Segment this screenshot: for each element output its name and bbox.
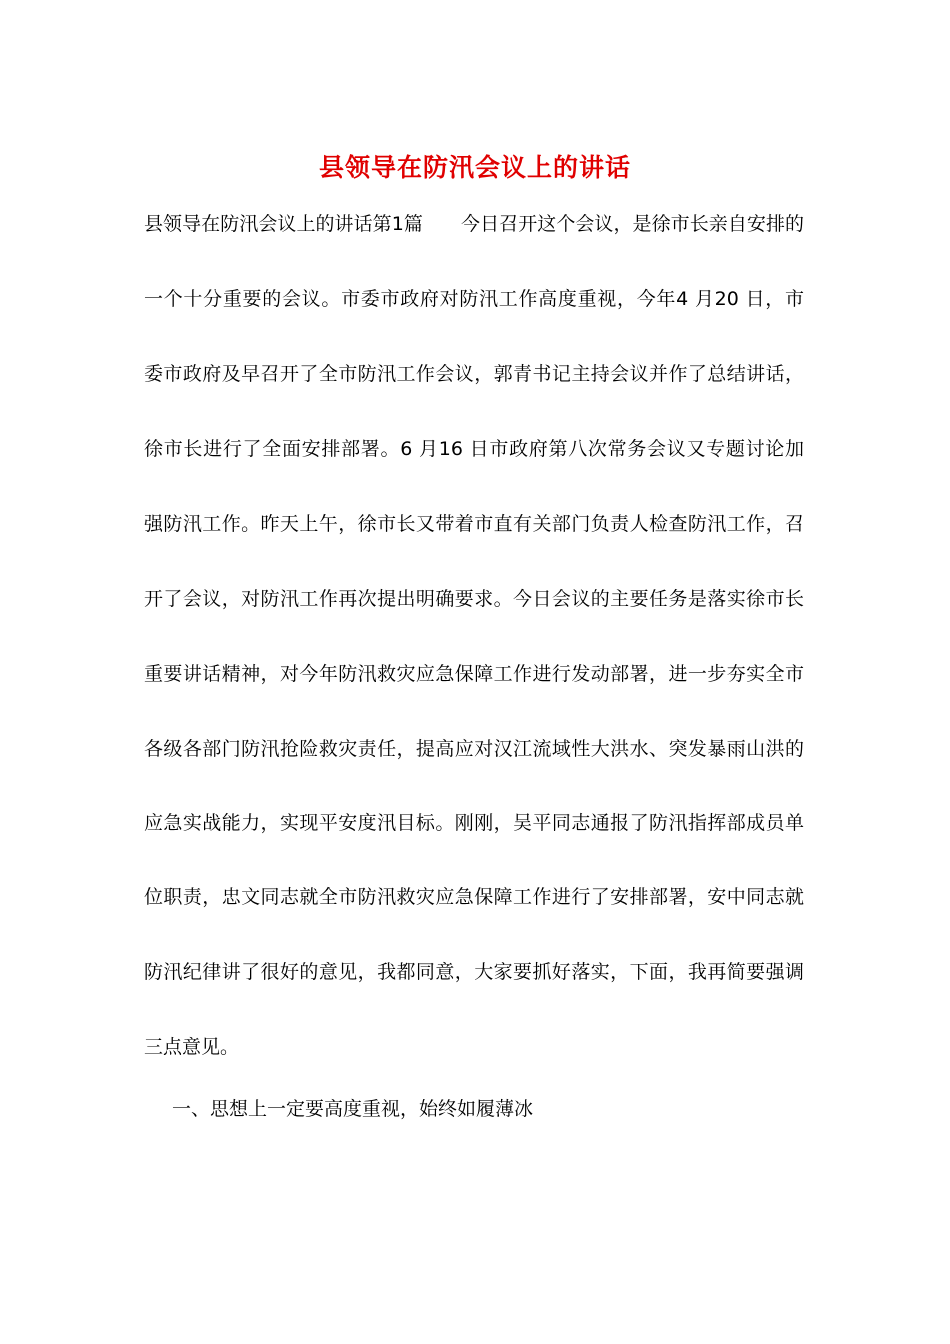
body-line: 防汛纪律讲了很好的意见，我都同意，大家要抓好落实，下面，我再简要强调 (144, 961, 804, 983)
body-line: 强防汛工作。昨天上午，徐市长又带着市直有关部门负责人检查防汛工作，召 (144, 513, 804, 535)
body-line: 应急实战能力，实现平安度汛目标。刚刚，吴平同志通报了防汛指挥部成员单 (144, 812, 804, 834)
document-title: 县领导在防汛会议上的讲话 (318, 153, 631, 182)
body-line: 县领导在防汛会议上的讲话第1篇 今日召开这个会议，是徐市长亲自安排的 (144, 213, 804, 235)
body-line: 徐市长进行了全面安排部署。6 月16 日市政府第八次常务会议又专题讨论加 (144, 438, 804, 460)
body-line: 开了会议，对防汛工作再次提出明确要求。今日会议的主要任务是落实徐市长 (144, 588, 804, 610)
body-line: 各级各部门防汛抢险救灾责任，提高应对汉江流域性大洪水、突发暴雨山洪的 (144, 738, 804, 760)
body-line: 重要讲话精神，对今年防汛救灾应急保障工作进行发动部署，进一步夯实全市 (144, 663, 804, 685)
body-line: 位职责，忠文同志就全市防汛救灾应急保障工作进行了安排部署，安中同志就 (144, 886, 804, 908)
body-line: 委市政府及早召开了全市防汛工作会议，郭青书记主持会议并作了总结讲话， (144, 363, 804, 385)
body-line: 三点意见。 (144, 1036, 240, 1058)
section-heading: 一、思想上一定要高度重视，始终如履薄冰 (172, 1098, 534, 1120)
body-line: 一个十分重要的会议。市委市政府对防汛工作高度重视，今年4 月20 日，市 (144, 288, 804, 310)
